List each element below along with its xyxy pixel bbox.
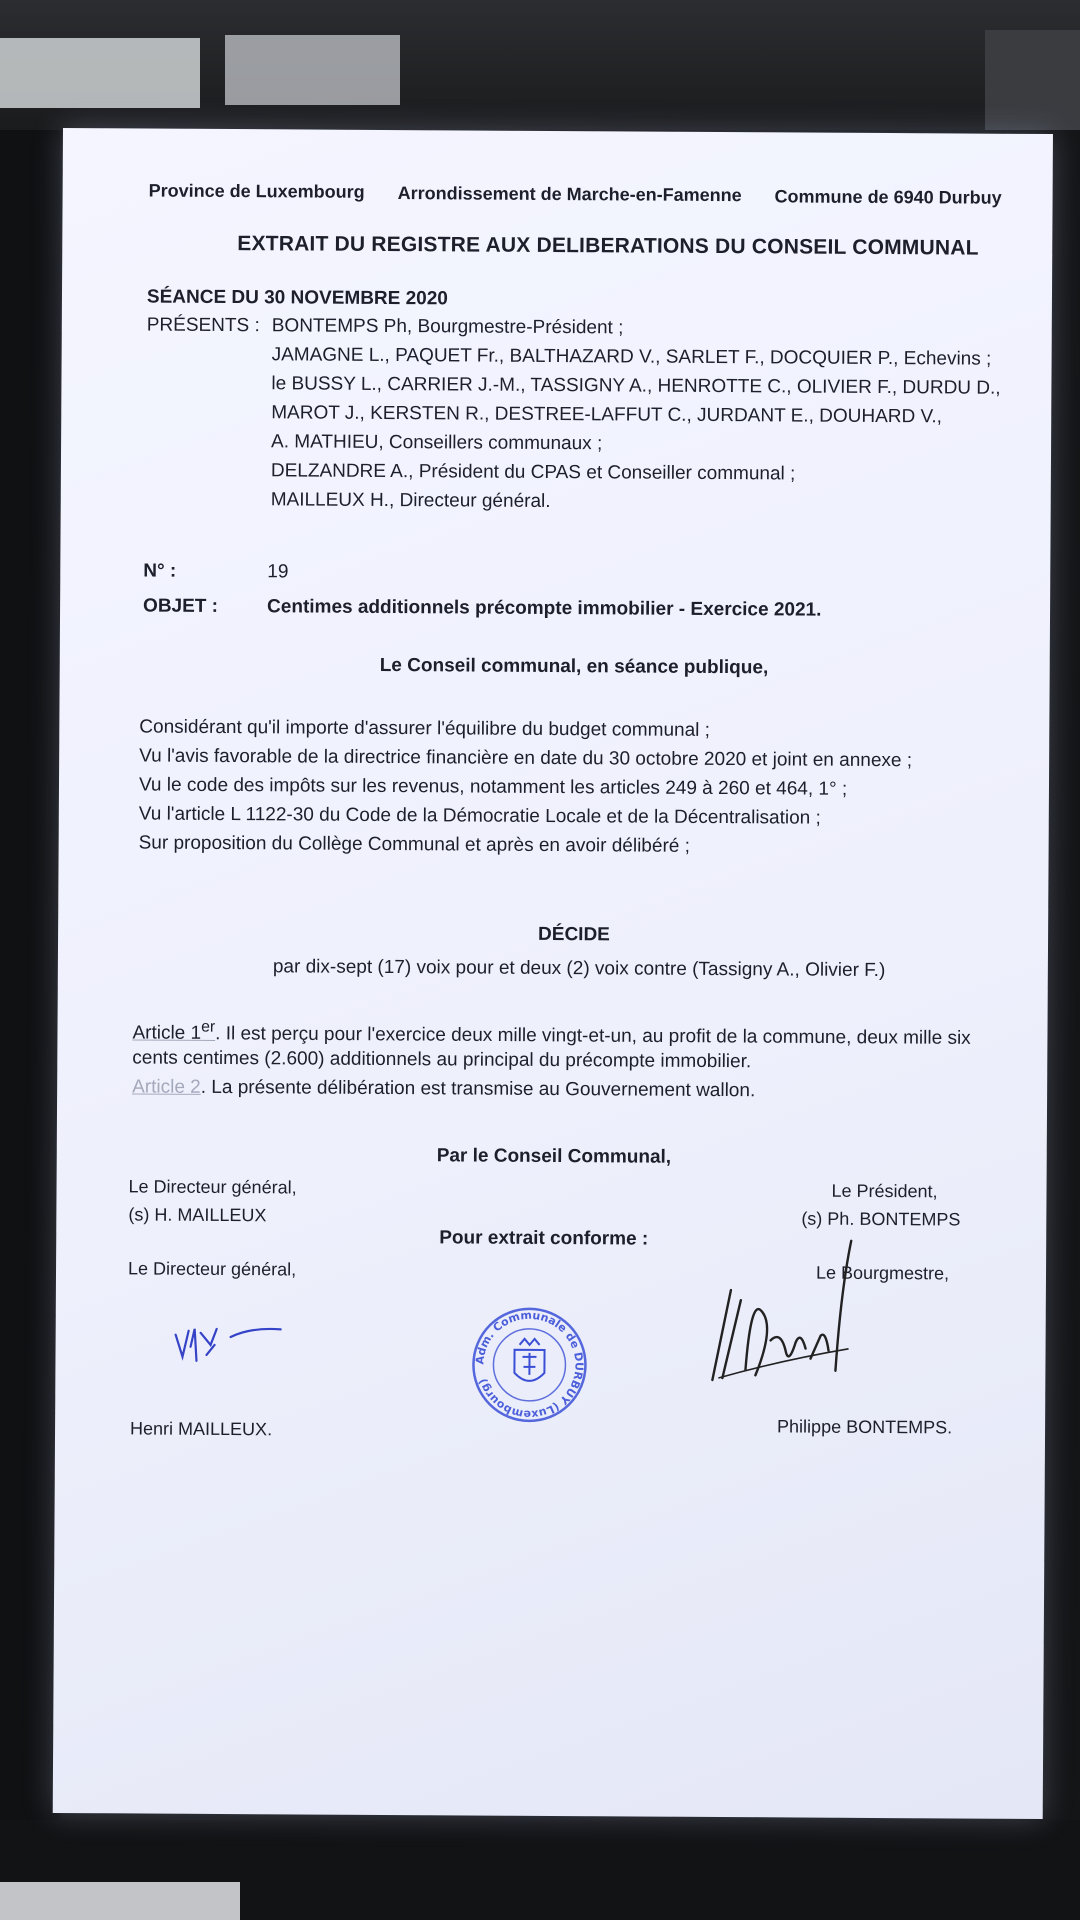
considerant-line: Vu l'avis favorable de la directrice financière en date du 30 octobre 2020 et joint en annexe ; bbox=[139, 745, 913, 772]
president-name: (s) Ph. BONTEMPS bbox=[801, 1208, 961, 1230]
header-arrondissement: Arrondissement de Marche-en-Famenne bbox=[397, 183, 742, 206]
article-1-line-b: cents centimes (2.600) additionnels au principal du précompte immobilier. bbox=[132, 1047, 752, 1073]
header-commune: Commune de 6940 Durbuy bbox=[774, 186, 1002, 208]
window-reflection bbox=[0, 38, 200, 108]
article-1-line-a bbox=[132, 1018, 970, 1049]
numero-value: 19 bbox=[267, 561, 289, 583]
display-frame-left bbox=[0, 130, 60, 1920]
presents-line: DELZANDRE A., Président du CPAS et Conseiller communal ; bbox=[270, 460, 796, 485]
presents-line: MAROT J., KERSTEN R., DESTREE-LAFFUT C., JURDANT E., DOUHARD V., bbox=[271, 402, 943, 428]
header-province: Province de Luxembourg bbox=[148, 180, 365, 202]
display-frame-bottom bbox=[0, 1820, 1080, 1920]
par-le-conseil: Par le Conseil Communal, bbox=[436, 1145, 672, 1168]
article-1-text: . Il est perçu pour l'exercice deux mille vingt-et-un, au profit de la commune, deux mille six bbox=[215, 1023, 971, 1049]
seance-date: SÉANCE DU 30 NOVEMBRE 2020 bbox=[146, 286, 448, 310]
objet-value: Centimes additionnels précompte immobilier - Exercice 2021. bbox=[267, 596, 822, 621]
article-1-label: Article 1er bbox=[132, 1018, 216, 1045]
directeur-full-name: Henri MAILLEUX. bbox=[129, 1418, 273, 1440]
presents-line: le BUSSY L., CARRIER J.-M., TASSIGNY A., HENROTTE C., OLIVIER F., DURDU D., bbox=[271, 373, 1001, 399]
vote-result: par dix-sept (17) voix pour et deux (2) voix contre (Tassigny A., Olivier F.) bbox=[272, 956, 886, 982]
considerant-line: Sur proposition du Collège Communal et après en avoir délibéré ; bbox=[138, 832, 691, 857]
commune-stamp-icon bbox=[469, 1305, 590, 1426]
article-2-line bbox=[132, 1076, 755, 1102]
bourgmestre-title: Le Bourgmestre, bbox=[815, 1262, 950, 1284]
directeur-name: (s) H. MAILLEUX bbox=[128, 1204, 267, 1226]
window-reflection bbox=[225, 35, 400, 105]
presents-label: PRÉSENTS : bbox=[146, 314, 260, 337]
presents-line: JAMAGNE L., PAQUET Fr., BALTHAZARD V., SARLET F., DOCQUIER P., Echevins ; bbox=[271, 344, 992, 370]
directeur-title-2: Le Directeur général, bbox=[127, 1258, 297, 1280]
presents-line: BONTEMPS Ph, Bourgmestre-Président ; bbox=[271, 315, 624, 339]
article-2-label: Article 2 bbox=[132, 1076, 201, 1098]
objet-label: OBJET : bbox=[143, 595, 219, 617]
display-frame-top bbox=[0, 0, 1080, 130]
decide-heading: DÉCIDE bbox=[538, 923, 610, 946]
presents-line: A. MATHIEU, Conseillers communaux ; bbox=[271, 431, 603, 455]
presents-line: MAILLEUX H., Directeur général. bbox=[270, 489, 551, 512]
bourgmestre-signature-icon bbox=[700, 1230, 861, 1391]
conseil-intro: Le Conseil communal, en séance publique, bbox=[379, 654, 769, 679]
notice-screen bbox=[53, 128, 1053, 1819]
considerant-line: Considérant qu'il importe d'assurer l'équilibre du budget communal ; bbox=[139, 716, 711, 741]
considerant-line: Vu le code des impôts sur les revenus, notamment les articles 249 à 260 et 464, 1° ; bbox=[138, 774, 848, 800]
directeur-signature-icon bbox=[170, 1317, 285, 1368]
window-reflection bbox=[985, 30, 1080, 130]
president-title: Le Président, bbox=[831, 1180, 938, 1202]
svg-text:Adm. Communale de DURBUY (Luxe: Adm. Communale de DURBUY (Luxembourg) bbox=[473, 1308, 586, 1421]
frame-plate bbox=[0, 1882, 240, 1920]
bourgmestre-full-name: Philippe BONTEMPS. bbox=[777, 1416, 953, 1438]
article-2-text: . La présente délibération est transmise au Gouvernement wallon. bbox=[200, 1076, 756, 1102]
directeur-title: Le Directeur général, bbox=[128, 1176, 297, 1198]
document-title: EXTRAIT DU REGISTRE AUX DELIBERATIONS DU CONSEIL COMMUNAL bbox=[237, 232, 979, 260]
numero-label: N° : bbox=[143, 560, 177, 582]
pour-extrait-conforme: Pour extrait conforme : bbox=[439, 1227, 649, 1250]
considerant-line: Vu l'article L 1122-30 du Code de la Démocratie Locale et de la Décentralisation ; bbox=[138, 803, 821, 829]
